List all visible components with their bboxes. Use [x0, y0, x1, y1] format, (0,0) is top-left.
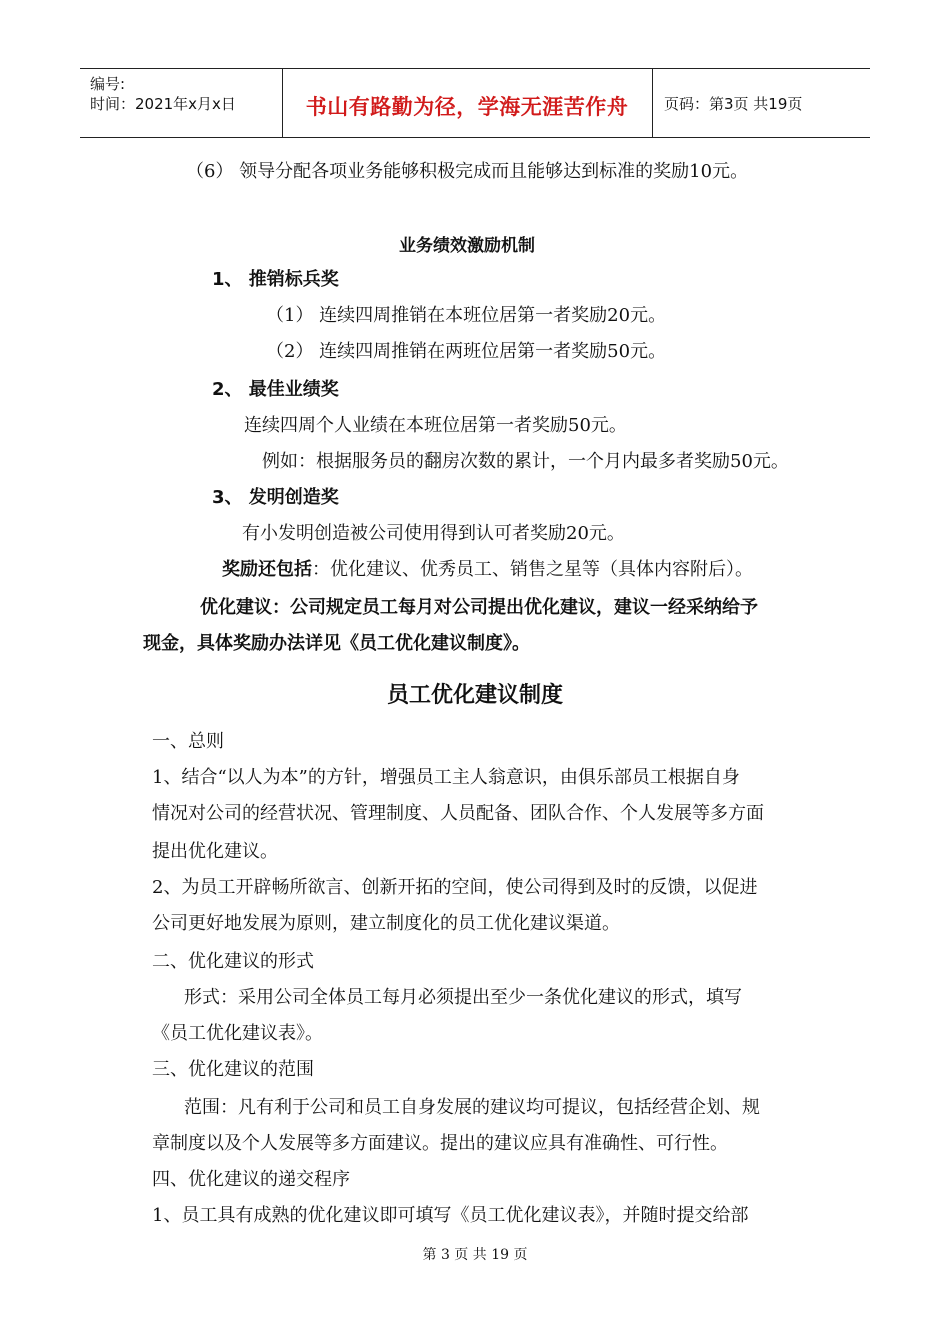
sales-award-item-2: （2） 连续四周推销在两班位居第一者奖励50元。 [266, 341, 667, 362]
section-scope: 三、优化建议的范围 [152, 1059, 314, 1080]
also-includes-label: 奖励还包括 [222, 559, 312, 580]
page-header [80, 68, 870, 138]
heading-invention-award: 3、 发明创造奖 [212, 487, 339, 508]
section-general: 一、总则 [152, 731, 224, 752]
header-motto: 书山有路勤为径，学海无涯苦作舟 [305, 95, 629, 119]
section-title: 业务绩效激励机制 [399, 236, 535, 256]
form-line-1: 形式：采用公司全体员工每月必须提出至少一条优化建议的形式，填写 [184, 987, 742, 1008]
reward-item-6: （6） 领导分配各项业务能够积极完成而且能够达到标准的奖励10元。 [186, 161, 749, 182]
submission-line-1: 1、员工具有成熟的优化建议即可填写《员工优化建议表》，并随时提交给部 [152, 1205, 749, 1226]
best-performance-example: 例如：根据服务员的翻房次数的累计，一个月内最多者奖励50元。 [262, 451, 789, 472]
optimization-note-line-1: 优化建议：公司规定员工每月对公司提出优化建议，建议一经采纳给予 [200, 597, 758, 618]
heading-best-performance: 2、 最佳业绩奖 [212, 379, 339, 400]
scope-line-1: 范围：凡有利于公司和员工自身发展的建议均可提议，包括经营企划、规 [184, 1097, 760, 1118]
header-info-cell [80, 69, 283, 137]
header-page-info: 页码：第3页 共19页 [664, 95, 803, 113]
section-form: 二、优化建议的形式 [152, 951, 314, 972]
heading-sales-award: 1、 推销标兵奖 [212, 269, 339, 290]
general-para-1-line-1: 1、结合“以人为本”的方针，增强员工主人翁意识，由俱乐部员工根据自身 [152, 767, 740, 788]
section-submission: 四、优化建议的递交程序 [152, 1169, 350, 1190]
page-footer: 第 3 页 共 19 页 [422, 1247, 528, 1263]
invention-award-text: 有小发明创造被公司使用得到认可者奖励20元。 [242, 523, 625, 544]
sales-award-item-1: （1） 连续四周推销在本班位居第一者奖励20元。 [266, 305, 667, 326]
document-time-label: 时间：2021年x月x日 [90, 95, 236, 113]
header-page-cell [652, 69, 870, 137]
also-includes-line [222, 558, 753, 582]
scope-line-2: 章制度以及个人发展等多方面建议。提出的建议应具有准确性、可行性。 [152, 1133, 728, 1154]
general-para-1-line-2: 情况对公司的经营状况、管理制度、人员配备、团队合作、个人发展等多方面 [152, 803, 764, 824]
optimization-note-line-2: 现金，具体奖励办法详见《员工优化建议制度》。 [143, 633, 530, 654]
document-title: 员工优化建议制度 [386, 683, 563, 708]
general-para-2-line-2: 公司更好地发展为原则，建立制度化的员工优化建议渠道。 [152, 913, 620, 934]
document-number-label: 编号: [90, 75, 126, 93]
best-performance-text: 连续四周个人业绩在本班位居第一者奖励50元。 [244, 415, 627, 436]
form-line-2: 《员工优化建议表》。 [152, 1023, 323, 1044]
header-motto-cell [282, 69, 653, 137]
also-includes-text: ：优化建议、优秀员工、销售之星等（具体内容附后）。 [312, 559, 753, 580]
general-para-1-line-3: 提出优化建议。 [152, 841, 278, 862]
general-para-2-line-1: 2、为员工开辟畅所欲言、创新开拓的空间，使公司得到及时的反馈，以促进 [152, 877, 758, 898]
